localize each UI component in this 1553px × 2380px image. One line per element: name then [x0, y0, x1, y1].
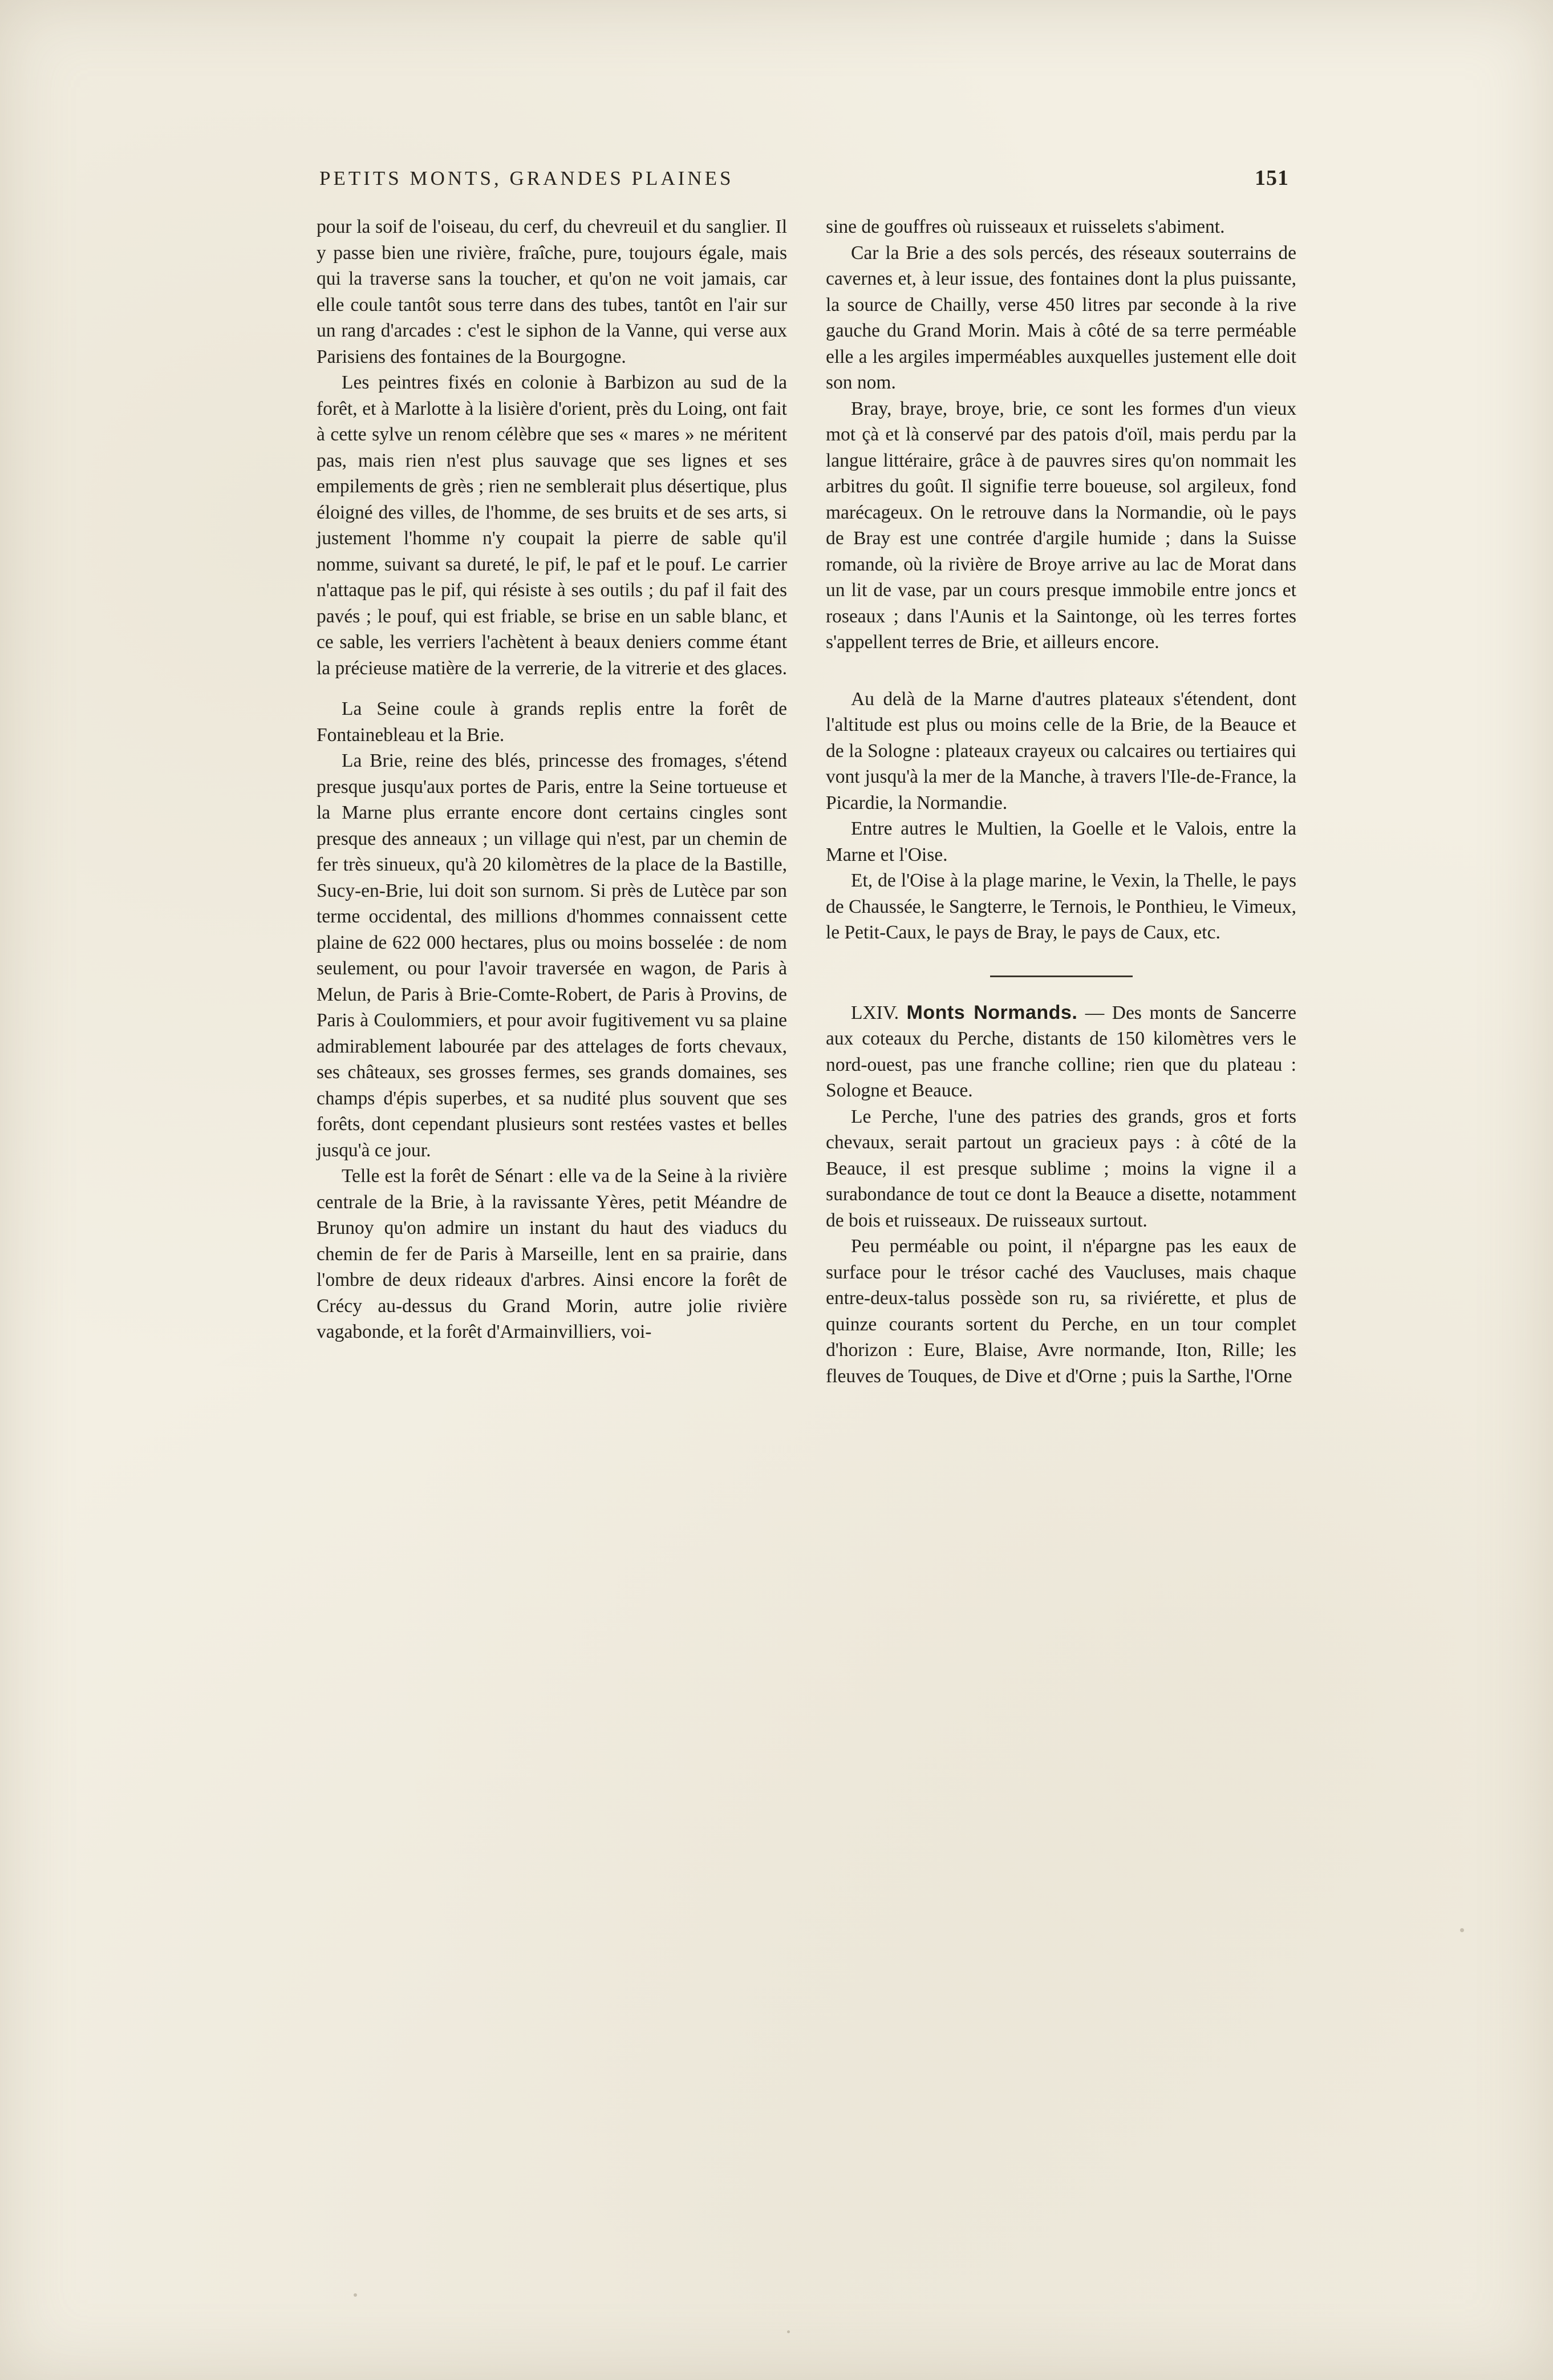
paragraph: pour la soif de l'oiseau, du cerf, du chevreuil et du sanglier. Il y passe bien une rivière, fraîche, pure, toujours égale, mais qui la traverse sans la toucher, et qu'on ne voit jamais, car elle coule tantôt sous terre dans des tubes, tantôt en l'air sur un rang d'arcades : c'est le siphon de la Vanne, qui verse aux Parisiens des fontaines de la Bourgogne. — [317, 216, 787, 367]
paragraph: sine de gouffres où ruisseaux et ruisselets s'abiment. — [826, 216, 1225, 237]
column-right — [826, 214, 1296, 1389]
section-title: Monts Normands. — [906, 1001, 1078, 1023]
paragraph: Bray, braye, broye, brie, ce sont les formes d'un vieux mot çà et là conservé par des patois d'oïl, mais perdu par la langue littéraire, grâce à de pauvres sires qu'on nommait les arbitres du goût. Il signifie terre boueuse, sol argileux, fond marécageux. On le retrouve dans la Normandie, où le pays de Bray est une contrée d'argile humide ; dans la Suisse romande, où la rivière de Broye arrive au lac de Morat dans un lit de vase, par un cours presque immobile entre joncs et roseaux ; dans l'Aunis et la Saintonge, où les terres fortes s'appellent terres de Brie, et ailleurs encore. — [826, 398, 1296, 653]
page-folio: 151 — [1255, 166, 1289, 190]
section-divider — [990, 976, 1133, 977]
paragraph: La Seine coule à grands replis entre la forêt de Fontainebleau et la Brie. — [317, 698, 787, 746]
paragraph: Peu perméable ou point, il n'épargne pas les eaux de surface pour le trésor caché des Vaucluses, mais chaque entre-deux-talus possède son ru, sa riviérette, et plus de quinze courants sortent du Perche, en un tour complet d'horizon : Eure, Blaise, Avre normande, Iton, Rille; les fleuves de Touques, de Dive et d'Orne ; puis la Sarthe, l'Orne — [826, 1236, 1296, 1387]
paragraph: Le Perche, l'une des patries des grands, gros et forts chevaux, serait partout un gracieux pays : à côté de la Beauce, il est presque sublime ; moins la vigne il a surabondance de tout ce dont la Beauce a disette, notamment de bois et ruisseaux. De ruisseaux surtout. — [826, 1106, 1296, 1231]
paragraph: Telle est la forêt de Sénart : elle va de la Seine à la rivière centrale de la Brie, à la ravissante Yères, petit Méandre de Brunoy qu'on admire un instant du haut des viaducs du chemin de fer de Paris à Marseille, lent en sa prairie, dans l'ombre de deux rideaux d'arbres. Ainsi encore la forêt de Crécy au-dessus du Grand Morin, autre jolie rivière vagabonde, et la forêt d'Armainvilliers, voi- — [317, 1165, 787, 1342]
paper-speck — [1460, 1928, 1464, 1932]
running-head — [319, 165, 1289, 191]
running-head-title: PETITS MONTS, GRANDES PLAINES — [319, 167, 734, 189]
paragraph: Et, de l'Oise à la plage marine, le Vexin, la Thelle, le pays de Chaussée, le Sangterre, le Ternois, le Ponthieu, le Vimeux, le Petit-Caux, le pays de Bray, le pays de Caux, etc. — [826, 870, 1296, 943]
section-heading-paragraph — [826, 1000, 1296, 1104]
paragraph: Entre autres le Multien, la Goelle et le Valois, entre la Marne et l'Oise. — [826, 818, 1296, 865]
section-number: LXIV. — [851, 1002, 899, 1023]
section-lead: — Des monts de Sancerre aux coteaux du Perche, distants de 150 kilomètres vers le nord-ouest, pas une franche colline; rien que du plateau : Sologne et Beauce. — [826, 1002, 1296, 1101]
paragraph: La Brie, reine des blés, princesse des fromages, s'étend presque jusqu'aux portes de Paris, entre la Seine tortueuse et la Marne plus errante encore dont certains cingles sont presque des anneaux ; un village qui n'est, par un chemin de fer très sinueux, qu'à 20 kilomètres de la place de la Bastille, Sucy-en-Brie, lui doit son surnom. Si près de Lutèce par son terme occidental, des millions d'hommes connaissent cette plaine de 622 000 hectares, plus ou moins bosselée : de nom seulement, ou pour l'avoir traversée en wagon, de Paris à Melun, de Paris à Brie-Comte-Robert, de Paris à Provins, de Paris à Coulommiers, et pour avoir fugitivement vu sa plaine admirablement labourée par des attelages de forts chevaux, ses châteaux, ses grosses fermes, ses grands domaines, ses champs d'épis superbes, et sa nudité plus souvent que ses forêts, dont cependant plusieurs sont restées vastes et belles jusqu'à ce jour. — [317, 750, 787, 1161]
paper-speck — [354, 2293, 357, 2297]
text-columns — [317, 214, 1296, 1389]
paper-speck — [787, 2330, 790, 2333]
paragraph: Car la Brie a des sols percés, des réseaux souterrains de cavernes et, à leur issue, des fontaines dont la plus puissante, la source de Chailly, verse 450 litres par seconde à la rive gauche du Grand Morin. Mais à côté de sa terre perméable elle a les argiles imperméables auxquelles justement elle doit son nom. — [826, 242, 1296, 393]
paragraph: Au delà de la Marne d'autres plateaux s'étendent, dont l'altitude est plus ou moins celle de la Brie, de la Beauce et de la Sologne : plateaux crayeux ou calcaires ou tertiaires qui vont jusqu'à la mer de la Manche, à travers l'Ile-de-France, la Picardie, la Normandie. — [826, 688, 1296, 813]
paragraph: Les peintres fixés en colonie à Barbizon au sud de la forêt, et à Marlotte à la lisière d'orient, près du Loing, ont fait à cette sylve un renom célèbre que ses « mares » ne méritent pas, mais rien n'est plus sauvage que ses lignes et ses empilements de grès ; rien ne semblerait plus désertique, plus éloigné des villes, de l'homme, de ses bruits et de ses arts, si justement l'homme n'y coupait la pierre de sable qu'il nomme, suivant sa dureté, le pif, le paf et le pouf. Le carrier n'attaque pas le pif, qui résiste à ses outils ; du paf il fait des pavés ; le pouf, qui est friable, se brise en un sable blanc, et ce sable, les verriers l'achètent à beaux deniers comme étant la précieuse matière de la verrerie, de la vitrerie et des glaces. — [317, 372, 787, 679]
column-left — [317, 214, 787, 1389]
